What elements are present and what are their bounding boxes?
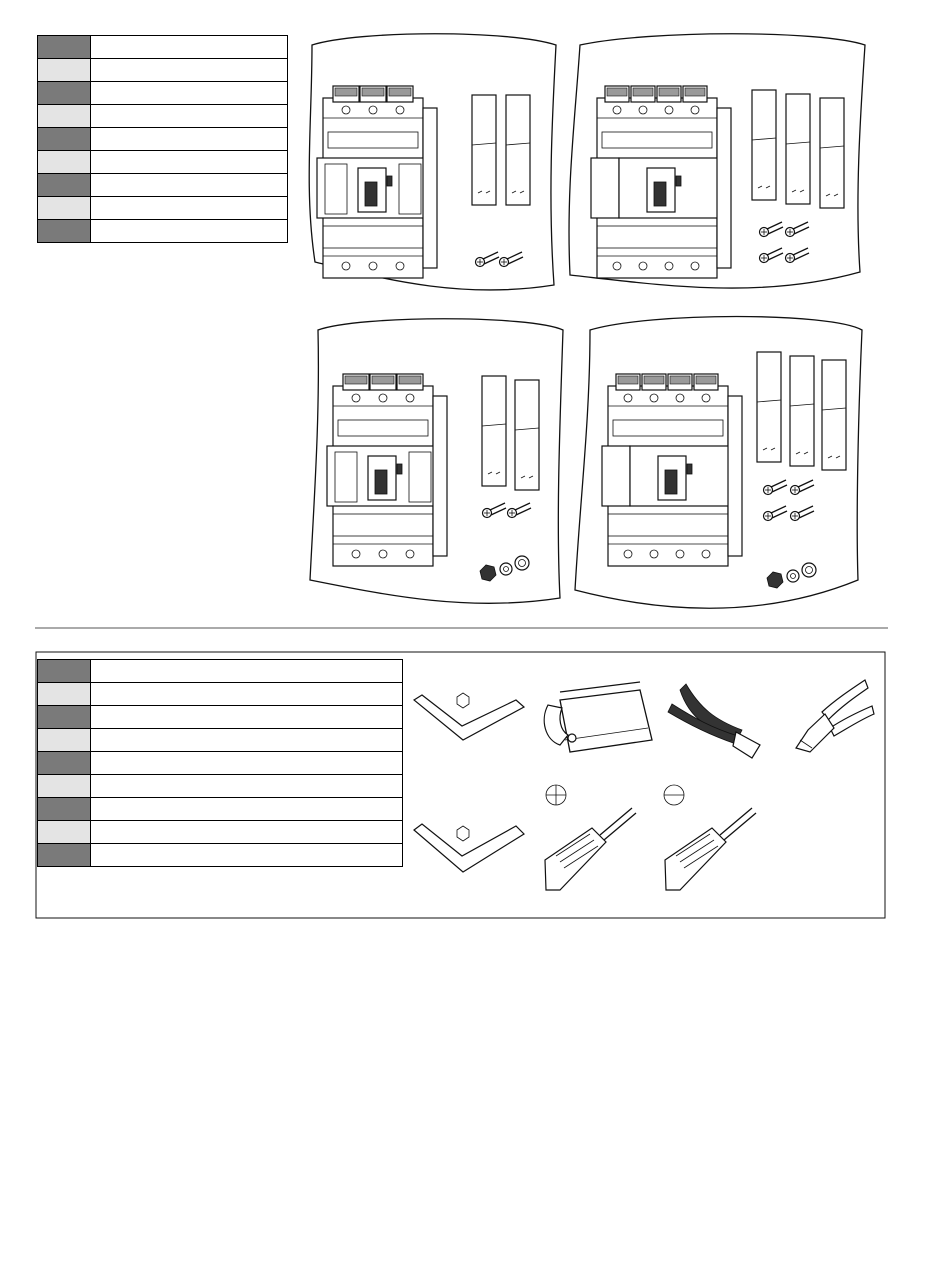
package-panel-3 — [310, 319, 563, 604]
combination-pliers-icon — [796, 680, 874, 752]
flat-screwdriver-icon — [664, 785, 756, 890]
hex-key-small-icon — [414, 693, 524, 740]
hacksaw-icon — [544, 682, 652, 752]
hex-key-large-icon — [414, 824, 524, 872]
package-panel-1 — [309, 34, 556, 290]
phillips-screwdriver-icon — [545, 785, 636, 890]
package-panel-4 — [575, 317, 862, 609]
tools-box — [36, 652, 885, 918]
package-panel-2 — [569, 34, 865, 288]
side-cutter-icon — [668, 684, 760, 758]
